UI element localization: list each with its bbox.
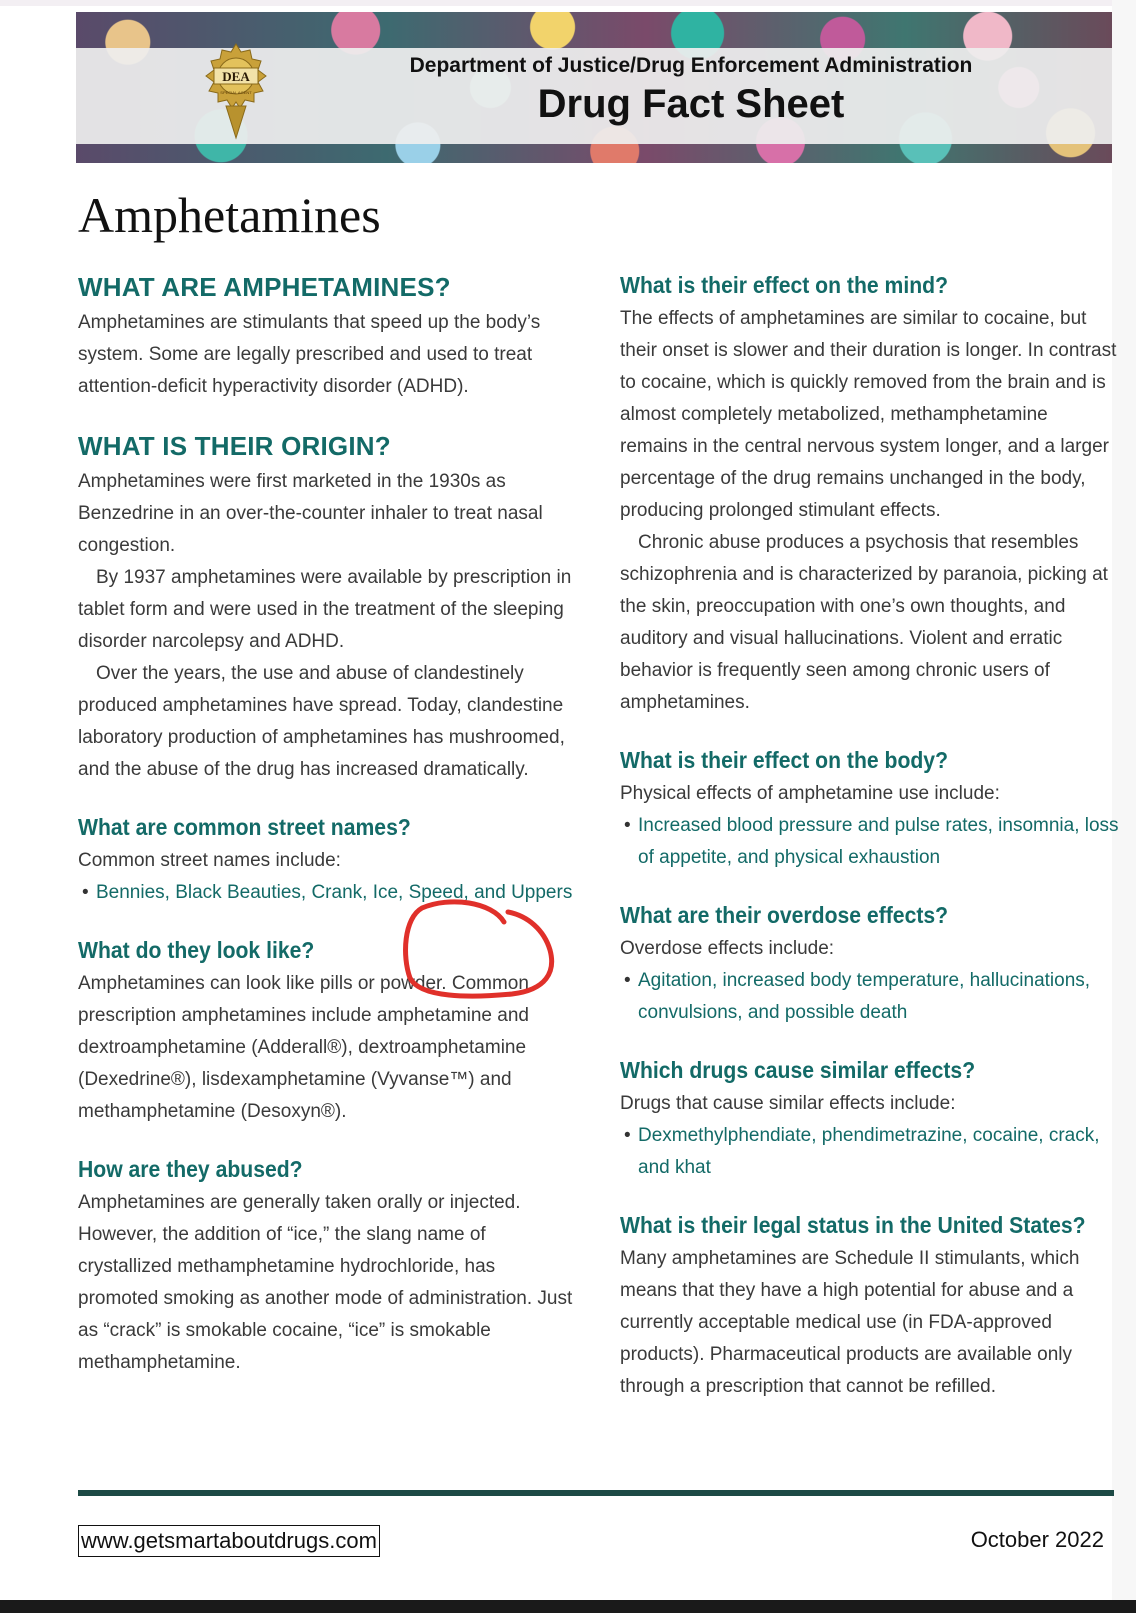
section-heading: How are they abused? [78, 1156, 303, 1182]
section-text: By 1937 amphetamines were available by prescription in tablet form and were used in the treatment of the sleeping disorder narcolepsy and ADHD. [78, 567, 572, 652]
list-item: • Increased blood pressure and pulse rates, insomnia, loss of appetite, and physical exhaustion [620, 810, 1120, 874]
list-item: • Agitation, increased body temperature, hallucinations, convulsions, and possible death [620, 965, 1120, 1029]
left-column [78, 272, 574, 1407]
section-text: Amphetamines are generally taken orally or injected. However, the addition of “ice,” the slang name of crystallized methamphetamine hydrochloride, has promoted smoking as another mode of administration. Just as “crack” is smokable cocaine, “ice” is smokable methamphetamine. [78, 1192, 573, 1373]
agency-name: Department of Justice/Drug Enforcement Administration [409, 54, 973, 77]
bullet-list [78, 877, 574, 909]
bottom-edge [0, 1600, 1136, 1613]
section-text: Many amphetamines are Schedule II stimulants, which means that they have a high potential for abuse and a currently acceptable medical use (in FDA-approved products). Pharmaceutical products are available only through a prescription that cannot be refilled. [620, 1248, 1080, 1397]
section-heading: What are their overdose effects? [620, 902, 949, 928]
bullet-list [620, 1120, 1120, 1184]
section-what-are [78, 272, 574, 403]
footer-rule [78, 1490, 1114, 1496]
section-abused [78, 1156, 574, 1379]
section-intro: Overdose effects include: [620, 938, 835, 959]
section-heading: WHAT IS THEIR ORIGIN? [78, 431, 391, 461]
section-heading: What is their effect on the body? [620, 747, 948, 773]
section-effect-mind [620, 272, 1120, 719]
bullet-list [620, 810, 1120, 874]
section-look-like [78, 937, 574, 1128]
section-effect-body [620, 747, 1120, 874]
section-intro: Common street names include: [78, 850, 341, 871]
website-link[interactable]: www.getsmartaboutdrugs.com [78, 1525, 380, 1557]
section-text: Amphetamines are stimulants that speed up the body’s system. Some are legally prescribed and used to treat attention-deficit hyperactivity disorder (ADHD). [78, 312, 541, 397]
section-text: Amphetamines can look like pills or powder. Common prescription amphetamines include amphetamine and dextroamphetamine (Adderall®), dextroamphetamine (Dexedrine®), lisdexamphetamine (Vyvanse™) and methamphetamine (Desoxyn®). [78, 973, 529, 1122]
publication-date: October 2022 [970, 1527, 1104, 1552]
right-column [620, 272, 1120, 1431]
section-heading: What are common street names? [78, 814, 411, 840]
section-text: The effects of amphetamines are similar to cocaine, but their onset is slower and their duration is longer. In contrast to cocaine, which is quickly removed from the brain and is almost completely metabolized, methamphetamine remains in the central nervous system longer, and a larger percentage of the drug remains unchanged in the body, producing prolonged stimulant effects. [620, 308, 1117, 521]
section-text: Amphetamines were first marketed in the 1930s as Benzedrine in an over-the-counter inhaler to treat nasal congestion. [78, 471, 543, 556]
section-text: Chronic abuse produces a psychosis that resembles schizophrenia and is characterized by paranoia, picking at the skin, preoccupation with one’s own thoughts, and auditory and visual hallucinations. Violent and erratic behavior is frequently seen among chronic users of amphetamines. [620, 532, 1108, 713]
section-heading: WHAT ARE AMPHETAMINES? [78, 272, 451, 302]
section-similar-drugs [620, 1057, 1120, 1184]
section-legal-status [620, 1212, 1120, 1403]
dea-badge-icon [200, 38, 272, 148]
section-street-names [78, 814, 574, 909]
header-banner [76, 12, 1112, 163]
section-text: Over the years, the use and abuse of clandestinely produced amphetamines have spread. Today, clandestine laboratory production of amphetamines has mushroomed, and the abuse of the drug has increased dramatically. [78, 663, 565, 780]
badge-small-text: SPECIAL AGENT [220, 90, 252, 95]
section-heading: What do they look like? [78, 937, 315, 963]
sheet-title: Drug Fact Sheet [537, 82, 845, 126]
section-origin [78, 431, 574, 786]
section-overdose [620, 902, 1120, 1029]
section-intro: Physical effects of amphetamine use include: [620, 783, 1000, 804]
list-item: • Bennies, Black Beauties, Crank, Ice, Speed, and Uppers [78, 877, 574, 909]
page-title: Amphetamines [78, 187, 381, 243]
section-intro: Drugs that cause similar effects include: [620, 1093, 956, 1114]
section-heading: What is their legal status in the United States? [620, 1212, 1086, 1238]
badge-text: DEA [222, 69, 250, 84]
section-heading: What is their effect on the mind? [620, 272, 948, 298]
list-item: • Dexmethylphendiate, phendimetrazine, cocaine, crack, and khat [620, 1120, 1120, 1184]
top-status-strip [0, 0, 1136, 6]
bullet-list [620, 965, 1120, 1029]
section-heading: Which drugs cause similar effects? [620, 1057, 976, 1083]
